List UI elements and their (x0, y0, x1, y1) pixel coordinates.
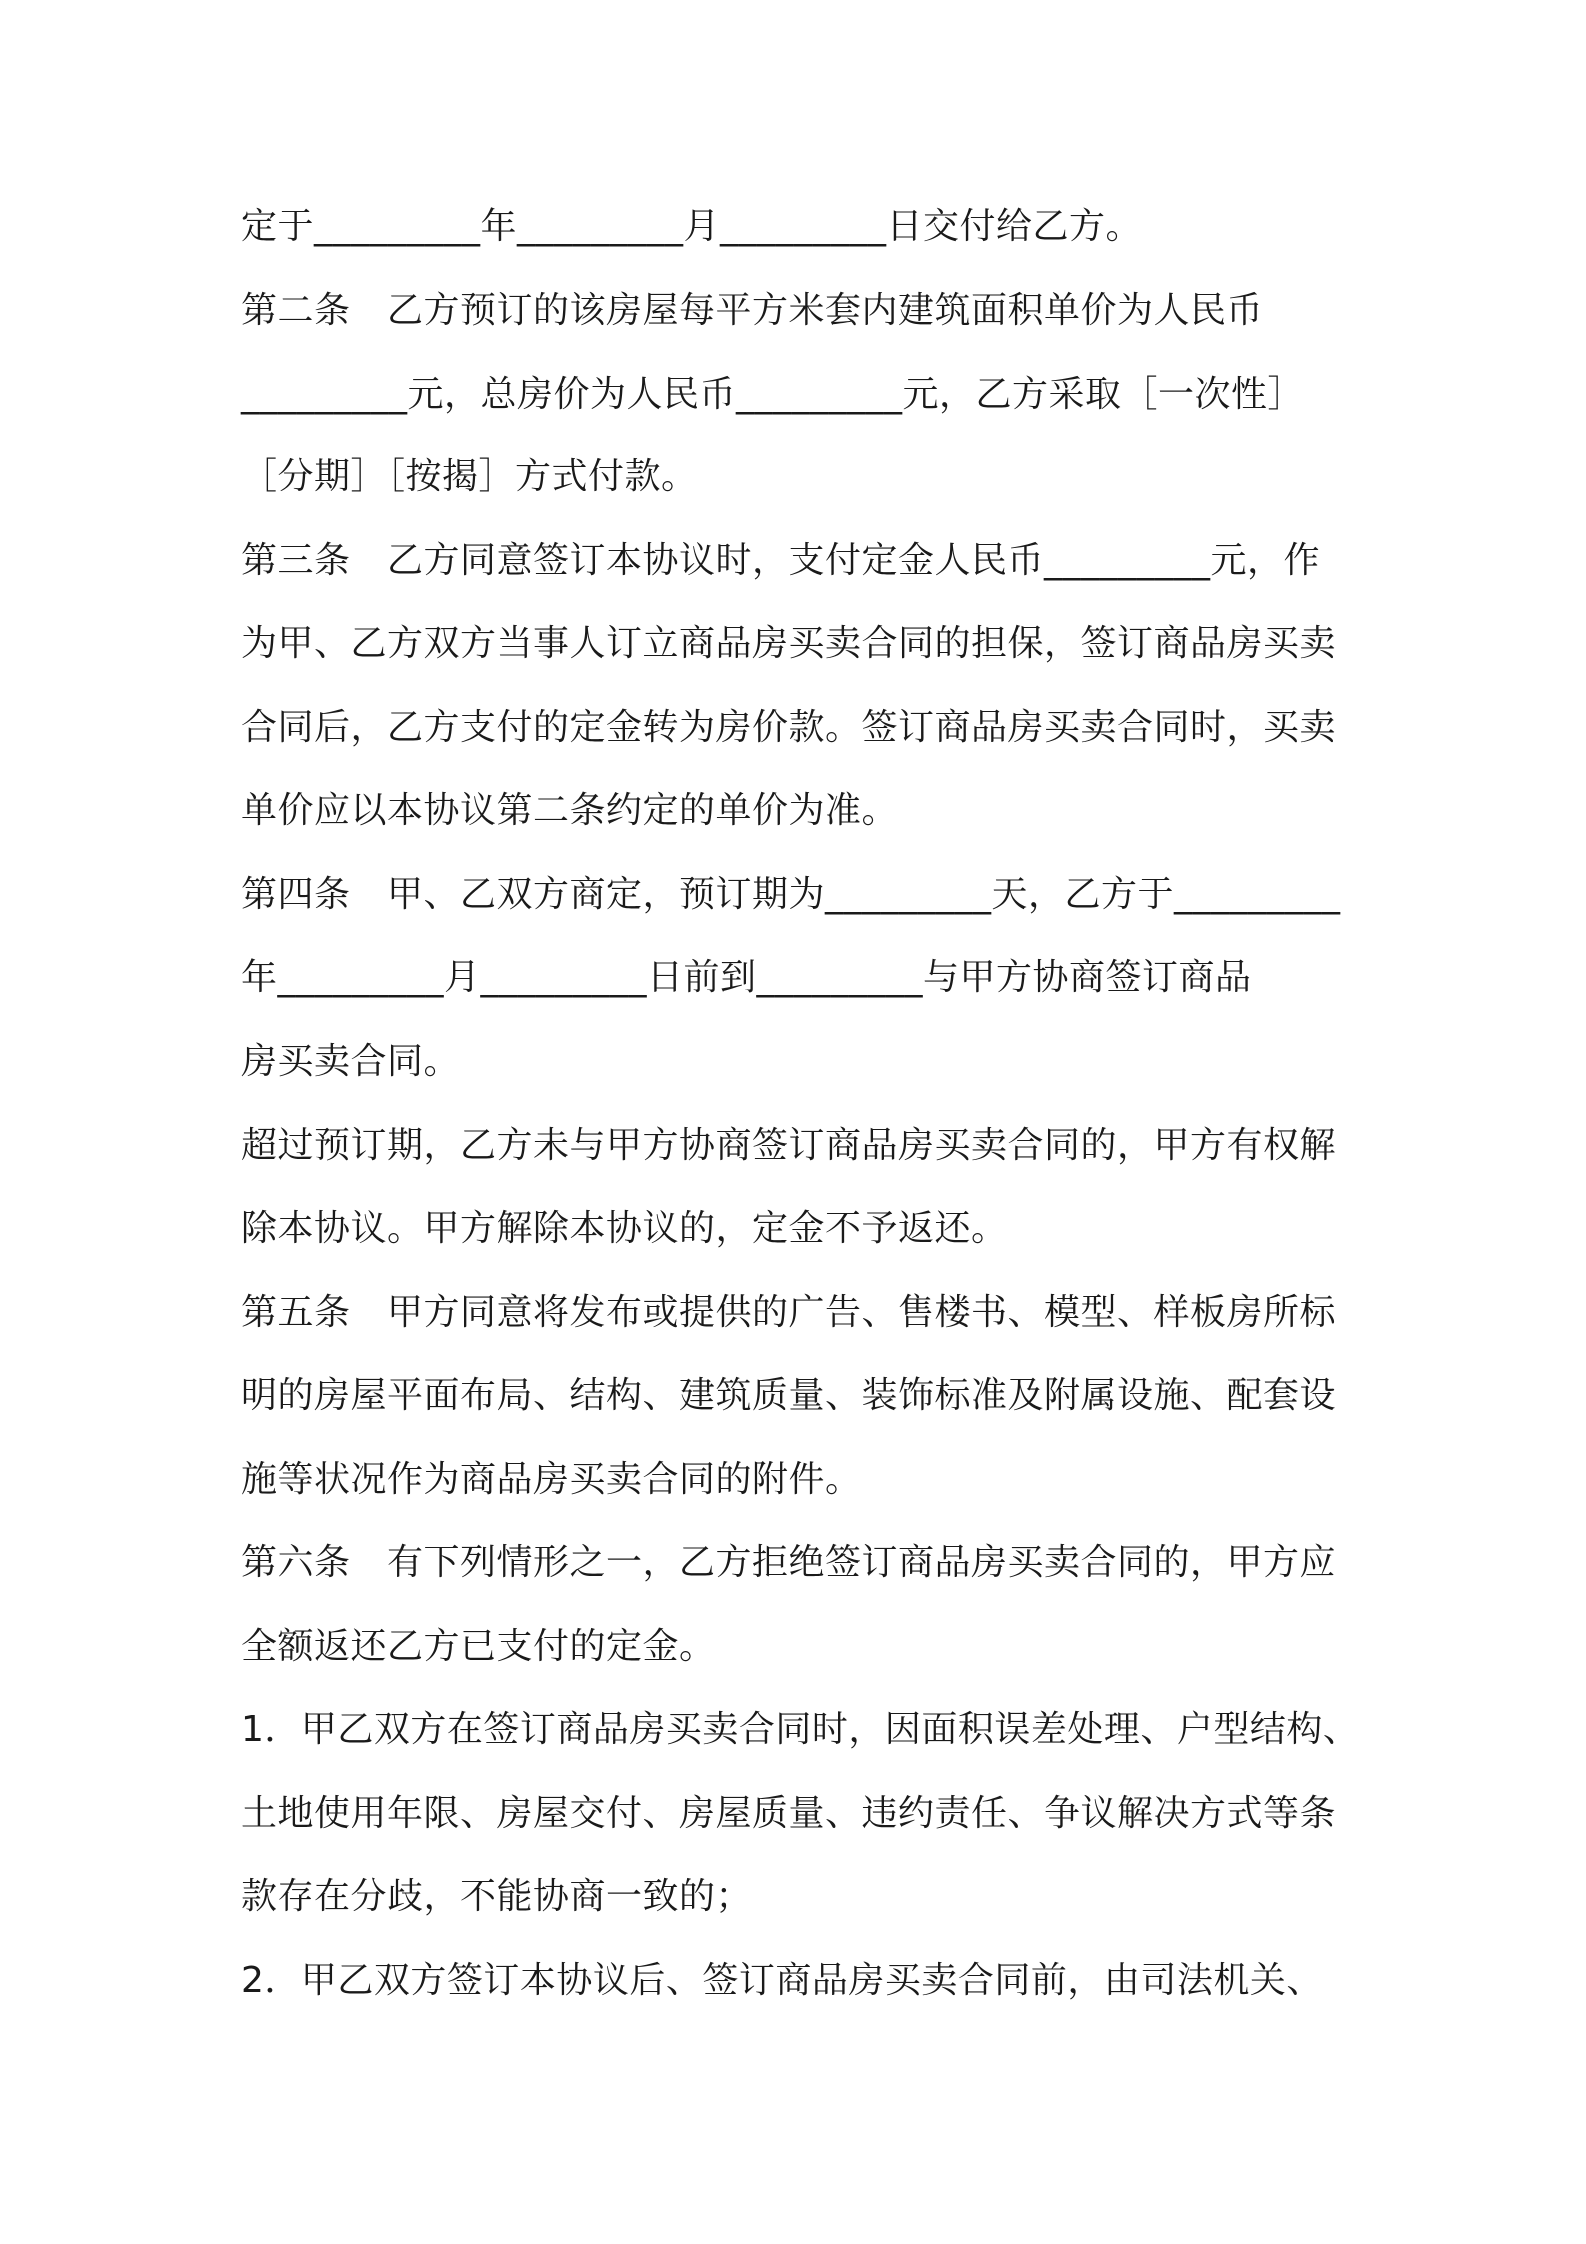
text-line: 明的房屋平面布局、结构、建筑质量、装饰标准及附属设施、配套设 (241, 1375, 1337, 1416)
text-line: 为甲、乙方双方当事人订立商品房买卖合同的担保，签订商品房买卖 (241, 623, 1337, 664)
text-line: 合同后，乙方支付的定金转为房价款。签订商品房买卖合同时，买卖 (241, 707, 1337, 748)
text-line: _________元，总房价为人民币_________元，乙方采取［一次性］ (241, 374, 1305, 415)
text-line: 第六条 有下列情形之一，乙方拒绝签订商品房买卖合同的，甲方应 (241, 1542, 1337, 1583)
text-line: ［分期］［按揭］方式付款。 (241, 456, 698, 497)
text-line: 第二条 乙方预订的该房屋每平方米套内建筑面积单价为人民币 (241, 290, 1264, 331)
text-line: 除本协议。甲方解除本协议的，定金不予返还。 (241, 1208, 1008, 1249)
text-line: 第四条 甲、乙双方商定，预订期为_________天，乙方于_________ (241, 874, 1341, 915)
text-line: 款存在分歧，不能协商一致的； (241, 1876, 753, 1917)
text-line: 全额返还乙方已支付的定金。 (241, 1626, 716, 1667)
text-line: 定于_________年_________月_________日交付给乙方。 (241, 206, 1143, 247)
text-line: 土地使用年限、房屋交付、房屋质量、违约责任、争议解决方式等条 (241, 1793, 1337, 1834)
text-line: 施等状况作为商品房买卖合同的附件。 (241, 1459, 862, 1500)
text-line: 单价应以本协议第二条约定的单价为准。 (241, 790, 899, 831)
text-line: 2．甲乙双方签订本协议后、签订商品房买卖合同前，由司法机关、 (241, 1960, 1323, 2001)
text-line: 第五条 甲方同意将发布或提供的广告、售楼书、模型、样板房所标 (241, 1292, 1337, 1333)
text-line: 房买卖合同。 (241, 1041, 461, 1082)
text-line: 年_________月_________日前到_________与甲方协商签订商品 (241, 957, 1252, 998)
text-line: 第三条 乙方同意签订本协议时，支付定金人民币_________元，作 (241, 540, 1321, 581)
text-line: 超过预订期，乙方未与甲方协商签订商品房买卖合同的，甲方有权解 (241, 1125, 1337, 1166)
text-line: 1．甲乙双方在签订商品房买卖合同时，因面积误差处理、户型结构、 (241, 1709, 1360, 1750)
